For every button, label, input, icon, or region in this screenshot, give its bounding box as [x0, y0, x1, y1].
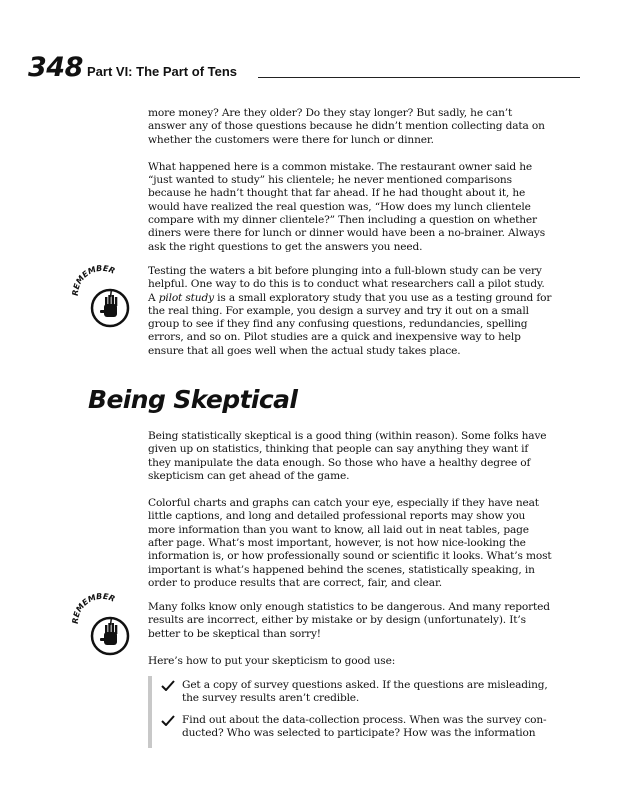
- remember-block-1: [148, 265, 552, 372]
- top-block: [148, 107, 552, 268]
- paragraph: Being statistically skeptical is a good thing (within reason). Some folks have given up on statistics, thinking that people can say anything they want if they manipulate the data enough. So those who have a healthy degree of skepticism can get ahead of the game.: [148, 430, 547, 482]
- paragraph: more money? Are they older? Do they stay longer? But sadly, he can’t answer any of those questions because he didn’t mention collecting data on whether the customers were there for lunch or dinner.: [148, 107, 545, 146]
- check-icon: [161, 715, 175, 726]
- svg-text:REMEMBER: REMEMBER: [70, 592, 117, 625]
- remember-block-2: [148, 601, 552, 682]
- bullet-list: [148, 676, 556, 748]
- part-title: Part VI: The Part of Tens: [87, 64, 238, 79]
- remember-text: Testing the waters a bit before plunging into a full-blown study can be very helpful. One way to do this is to conduct what researchers call a pilot study. A pilot study is a small exploratory study that you use as a testing ground for the real thing. For example, you design a survey and try it out on a small group to see if they find any confusing questions, redundancies, spelling errors, and so on. Pilot studies are a quick and inexpensive way to help ensure that all goes well when the actual study takes place.: [148, 265, 552, 357]
- pilot-study-term: pilot study: [158, 291, 214, 304]
- page-number: 348: [28, 52, 83, 83]
- check-icon: [161, 680, 175, 691]
- list-item: Find out about the data-collection process. When was the survey con-ducted? Who was selected to participate? How was the information: [158, 714, 556, 741]
- remember-icon: [70, 592, 134, 658]
- section-body: [148, 430, 552, 604]
- header-rule: [258, 77, 580, 78]
- remember-text: Many folks know only enough statistics to be dangerous. And many reported results are incorrect, either by mistake or by design (unfortunately). It’s better to be skeptical than sorry!: [148, 601, 550, 640]
- remember-icon: [70, 264, 134, 330]
- intro-text: Here’s how to put your skepticism to good use:: [148, 654, 396, 667]
- paragraph: Colorful charts and graphs can catch your eye, especially if they have neat little captions, and long and detailed professional reports may show you more information than you want to know, all laid out in neat tables, page after page. What’s most important, however, is not how nice-looking the information is, or how professionally sound or scientific it looks. What’s most important is what’s happened behind the scenes, statistically speaking, in order to produce results that are correct, fair, and clear.: [148, 497, 552, 589]
- list-item: Get a copy of survey questions asked. If the questions are misleading, the survey results aren’t credible.: [158, 679, 556, 706]
- svg-text:REMEMBER: REMEMBER: [70, 264, 117, 297]
- page-header: [28, 52, 552, 86]
- paragraph: What happened here is a common mistake. The restaurant owner said he “just wanted to study” his clientele; he never mentioned comparisons because he hadn’t thought that far ahead. If he had thought about it, he would have realized the real question was, “How does my lunch clientele compare with my dinner clientele?” Then including a question on whether diners were there for lunch or dinner would have been a no-brainer. Always ask the right questions to get the answers you need.: [148, 160, 545, 253]
- section-heading: Being Skeptical: [88, 385, 298, 414]
